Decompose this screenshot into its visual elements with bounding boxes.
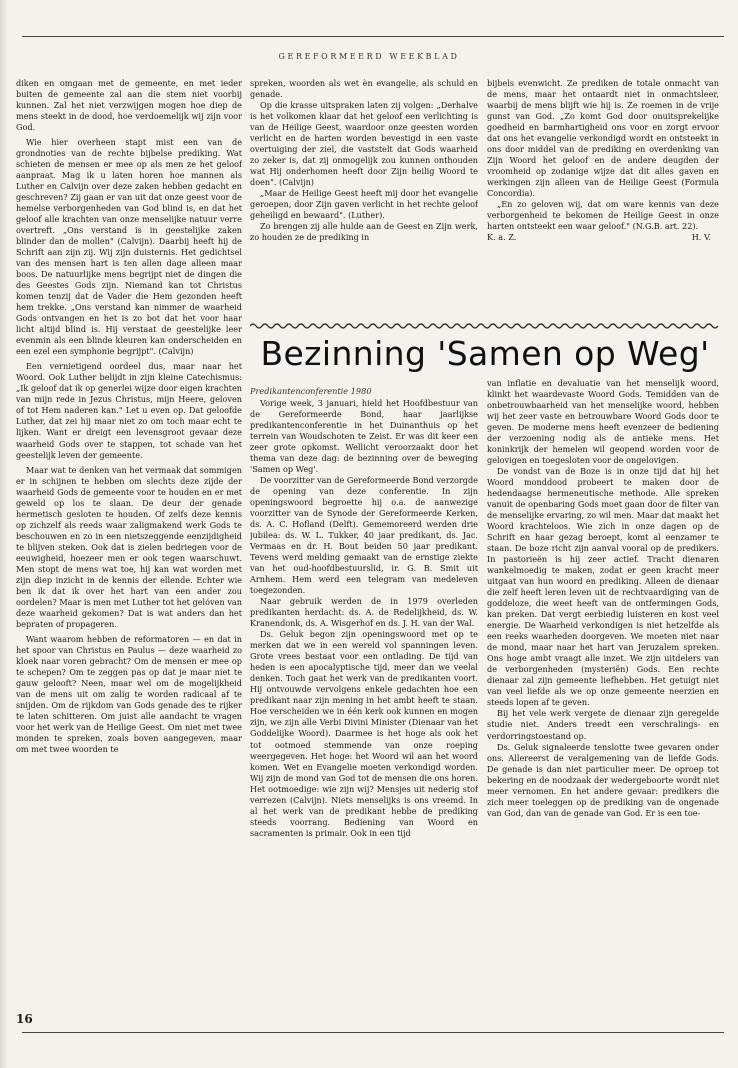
paragraph: Bij het vele werk vergete de dienaar zijn geregelde studie niet. Anders treedt een verschralings- en verdorringstoestand op. xyxy=(487,708,719,741)
page-number: 16 xyxy=(16,1012,33,1026)
column-1 xyxy=(16,78,242,1008)
bottom-rule xyxy=(22,1032,724,1033)
paragraph: spreken, woorden als wet èn evangelie, als schuld en genade. xyxy=(250,78,478,100)
paragraph: Maar wat te denken van het vermaak dat sommigen er in schijnen te hebben om slechts deze zijde der waarheid Gods de gemeente voor te houden en er met geweld op los te slaan. De deur der genade hermetisch gesloten te houden. Of zelfs deze kennis op zichzelf als reeds waar zaligmakend werk Gods te beschouwen en zo in een nietszeggende eenzijdigheid te blijven steken. Ook dat is zielen bedriegen voor de eeuwigheid, hoezeer men er ook tegen waarschuwt. Men stopt de mens wat toe, hij kan wat worden met zijn diep inzicht in de kennis der ellende. Echter wie ben ik dat ik over het hart van een ander zou oordelen? Maar is men met Luther tot het gelóven van deze waarheid gekomen? Dat is wat anders dan het bepraten of propageren. xyxy=(16,464,242,629)
paragraph: Zo brengen zij alle hulde aan de Geest en Zijn werk, zo houden ze de prediking in xyxy=(250,221,478,243)
column-2 xyxy=(250,78,478,318)
paragraph: Ds. Geluk begon zijn openingswoord met op te merken dat we in een wereld vol spanningen leven. Grote vrees bestaat voor een ontlading. De tijd van heden is een apocalyptische tijd, meer dan we veelal denken. Toch gaat het werk van de predikanten voort. Hij ontvouwde vervolgens enkele gedachten hoe een predikant naar zijn mening in het ambt heeft te staan. Hoe verscheiden we in één kerk ook kunnen en mogen zijn, we zijn alle Verbi Divini Minister (Dienaar van het Goddelijke Woord). Daarmee is het hoge als ook het tot ootmoed stemmende van onze roeping weergegeven. Het hoge: het Woord wil aan het woord komen. Wet en Evangelie moeten verkondigd worden. Wij zijn de mond van God tot de mensen die ons horen. Het ootmoedige: wie zijn wij? Mensjes uit nederig stof verrezen (Calvijn). Niets menselijks is ons vreemd. In al het werk van de predikant hebbe de prediking steeds voorrang. Bediening van Woord en sacramenten is primair. Ook in een tijd xyxy=(250,629,478,838)
paragraph: van inflatie en devaluatie van het menselijk woord, klinkt het waardevaste Woord Gods. Temidden van de onbetrouwbaarheid van het menselijke woord, hebben wij het zeer vaste en betrouwbare Woord Gods door te geven. De moderne mens heeft evenzeer de bediening der verzoening nodig als de antieke mens. Het koninkrijk der hemelen wil geopend worden voor de gelovigen en toegesloten voor de ongelovigen. xyxy=(487,378,719,466)
article-title: Bezinning 'Samen op Weg' xyxy=(260,334,710,373)
paragraph: Ds. Geluk signaleerde tenslotte twee gevaren onder ons. Allereerst de veralgemening van de liefde Gods. De genade is dan niet particulier meer. De oproep tot bekering en de noodzaak der wedergeboorte wordt niet meer vernomen. En het andere gevaar: predikers die zich meer toeleggen op de prediking van de ongenade van God, dan van de genade van God. Er is een toe- xyxy=(487,741,719,818)
column-3 xyxy=(487,78,719,318)
article-column-1 xyxy=(250,386,478,1018)
running-header: GEREFORMEERD WEEKBLAD xyxy=(278,52,460,61)
paragraph: Op die krasse uitspraken laten zij volgen: „Derhalve is het volkomen klaar dat het geloof een verlichting is van de Heilige Geest, waardoor onze geesten worden verlicht en de harten worden bevestigd in een vaste overtuiging der ziel, die vaststelt dat Gods waarheid zo zeker is, dat zij onmogelijk zou kunnen onthouden wat Hij onderhomen heeft door Zijn heilig Woord te doen". (Calvijn) xyxy=(250,100,478,188)
paragraph: Want waarom hebben de reformatoren — en dat in het spoor van Christus en Paulus — deze waarheid zo kloek naar voren gebracht? Om de mensen er mee op te schepen? Om te zeggen pas op dat je maar niet te gauw gelooft? Neen, maar wel om de mogelijkheid van de mens uit om zalig te worden radicaal af te snijden. Om de rijkdom van Gods genade des te rijker te laten schitteren. Om juist alle aandacht te vragen voor het werk van de Heilige Geest. Om niet met twee monden te spreken, zoals boven aangegeven, maar om met twee woorden te xyxy=(16,633,242,754)
paragraph: „En zo geloven wij, dat om ware kennis van deze verborgenheid te bekomen de Heilige Geest in onze harten ontsteekt een waar geloof." (N.G.B. art. 22). xyxy=(487,199,719,232)
signoff xyxy=(487,232,719,243)
article-column-2 xyxy=(487,378,719,1018)
paragraph: Vorige week, 3 januari, hield het Hoofdbestuur van de Gereformeerde Bond, haar jaarlijkse predikantenconferentie in het Duinanthuis op het terrein van Woudschoten te Zeist. Er was dit keer een zeer grote opkomst. Wellicht veroorzaakt door het thema van deze dag: de bezinning over de beweging 'Samen op Weg'. xyxy=(250,398,478,475)
paragraph: bijbels evenwicht. Ze prediken de totale onmacht van de mens, maar het ontaardt niet in onmachtsleer, waarbij de mens blijft wie hij is. Ze roemen in de vrije gunst van God. „Zo komt God door onuitsprekelijke goedheid en barmhartigheid ons voor en zorgt ervoor dat ons het evangelie verkondigd wordt en ontsteekt in ons door middel van de prediking en overdenking van Zijn Woord het geloof en de andere deugden der vroomheid op zodanige wijze dat dit alles gaven en werkingen zijn alleen van de Heilige Geest (Formula Concordia). xyxy=(487,78,719,199)
paragraph: De voorzitter van de Gereformeerde Bond verzorgde de opening van deze conferentie. In zijn openingswoord begroette hij o.a. de aanwezige voorzitter van de Synode der Gereformeerde Kerken, ds. A. C. Hofland (Delft). Gememoreerd werden drie jubilea: ds. W. L. Tukker, 40 jaar predikant, ds. Jac. Vermaas en dr. H. Bout beiden 50 jaar predikant. Tevens werd melding gemaakt van de ernstige ziekte van het oud-hoofdbestuurslid, ir. G. B. Smit uit Arnhem. Hem werd een telegram van medeleven toegezonden. xyxy=(250,475,478,596)
paragraph: „Maar de Heilige Geest heeft mij door het evangelie geroepen, door Zijn gaven verlicht in het rechte geloof geheiligd en bewaard". (Luther). xyxy=(250,188,478,221)
top-rule xyxy=(22,36,724,37)
paragraph: Wie hier overheen stapt mist een van de grondnoties van de rechte bijbelse prediking. Wat schieten de mensen er mee op als men ze het geloof aanpraat. Mag ik u laten horen hoe mannen als Luther en Calvijn over deze zaken hebben gedacht en geschreven? Zij gaan er van uit dat onze geest voor de hemelse verborgenheden van God blind is, en dat het geloof alle krachten van onze menselijke natuur verre overtreft. „Ons verstand is in geestelijke zaken blinder dan de mollen" (Calvijn). Daarbij heeft hij de Schrift aan zijn zij. Wij zijn duisternis. Het gedichtsel van des mensen hart is ten allen dage alleen maar boos. De natuurlijke mens begrijpt niet de dingen die des Geestes Gods zijn. Niemand kan tot Christus komen tenzij dat de Vader die Hem gezonden heeft hem trekke. „Ons verstand kan nimmer de waarheid Gods ontvangen en het is zo bot dat het voor haar licht altijd blind is. Hij verstaat de geestelijke leer evenmin als een blinde kleuren kan onderscheiden en een ezel een symphonie begrijpt". (Calvijn) xyxy=(16,137,242,357)
paragraph: De vondst van de Boze is in onze tijd dat hij het Woord monddood probeert te maken door de hedendaagse hermeneutische methode. Alle spreken vanuit de openbaring Gods moet gaan door de filter van de menselijke ervaring, zo wil men. Maar dat maakt het Woord krachteloos. Wie zich in onze dagen op de Schrift en haar gezag beroept, komt al eenzamer te staan. De boze richt zijn aanval vooral op de predikers. In pastorieën is hij zeer actief. Tracht dienaren wankelmoedig te maken, zodat er geen kracht meer uitgaat van hun woord en prediking. Alleen de dienaar die zelf heeft leren leven uit de rechtvaardiging van de goddeloze, die weet heeft van de ontfermingen Gods, kan preken. Dat vergt eerbiedig luisteren en kost veel energie. De Waarheid verkondigen is niet hetzelfde als een reeks waarheden doorgeven. We moeten niet naar de mond, maar naar het hart van Jeruzalem spreken. Ons hoge ambt vraagt alle inzet. We zijn uitdelers van de verborgenheden (mysteriën) Gods. Een rechte dienaar zal zijn gemeente liefhebben. Het getuigt niet van veel liefde als we op onze gemeente neerzien en steeds lopen af te geven. xyxy=(487,466,719,708)
article-subhead: Predikantenconferentie 1980 xyxy=(250,386,372,396)
paragraph: diken en omgaan met de gemeente, en met ieder buiten de gemeente zal aan die stem niet voorbij kunnen. Zal het niet verzwijgen mogen hoe diep de mens steekt in de dood, hoe verdoemelijk wij zijn voor God. xyxy=(16,78,242,133)
page-edge-shadow xyxy=(0,0,8,1068)
signoff-right: H. V. xyxy=(691,232,711,243)
signoff-left: K. a. Z. xyxy=(487,232,517,243)
paragraph: Naar gebruik werden de in 1979 overleden predikanten herdacht: ds. A. de Redelijkheid, ds. W. Kranendonk, ds. A. Wisgerhof en ds. J. H. van der Wal. xyxy=(250,596,478,629)
paragraph: Een vernietigend oordeel dus, maar naar het Woord. Ook Luther belijdt in zijn kleine Catechismus: „Ik geloof dat ik op generlei wijze door eigen krachten van mijn rede in Jezus Christus, mijn Heere, geloven of tot Hem naderen kan." Let u even op. Dat geloofde Luther, dat zei hij maar niet zo om toch maar echt te lijken. Want er dreigt een levensgroot gevaar deze waarheid Gods over te stappen, tot schade van het geestelijk leven der gemeente. xyxy=(16,361,242,460)
wavy-divider xyxy=(250,322,720,330)
